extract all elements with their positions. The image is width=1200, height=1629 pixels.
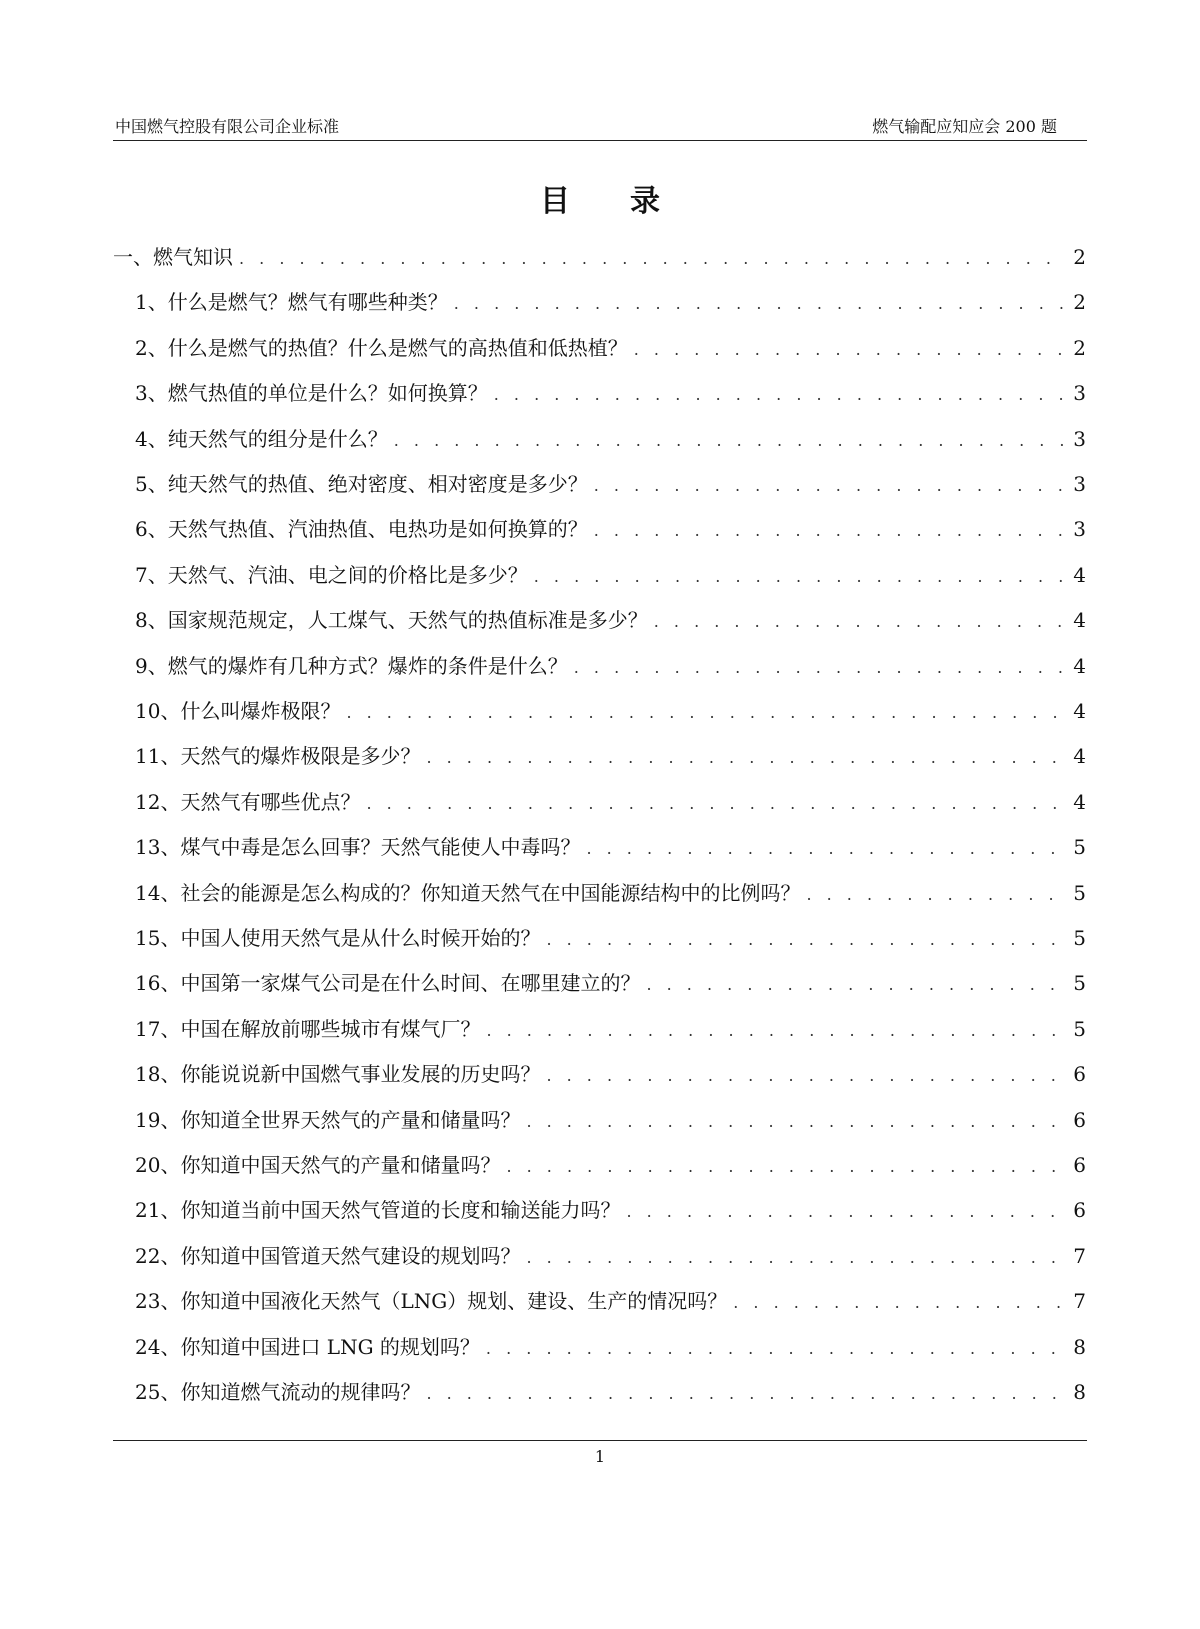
toc-entry-page: 7 [1073, 1289, 1086, 1314]
toc-entry-label: 3、燃气热值的单位是什么？如何换算？ [135, 381, 488, 406]
toc-entry-page: 2 [1073, 245, 1086, 269]
toc-entry[interactable] [113, 1014, 1086, 1044]
toc-entry[interactable] [113, 1059, 1086, 1089]
toc-entry[interactable] [113, 696, 1086, 726]
toc-dot-leader [626, 1197, 1066, 1227]
toc-entry-page: 4 [1073, 789, 1086, 814]
toc-entry[interactable] [113, 560, 1086, 590]
toc-entry-label: 10、什么叫爆炸极限？ [135, 699, 341, 723]
page-title: 目录 [540, 184, 720, 219]
toc-entry-label: 1、什么是燃气？燃气有哪些种类？ [135, 290, 448, 315]
toc-entry-page: 3 [1073, 517, 1086, 542]
toc-dot-leader [454, 289, 1066, 319]
toc-dot-leader [574, 653, 1066, 683]
toc-entry[interactable] [113, 787, 1086, 817]
toc-entry-label: 5、纯天然气的热值、绝对密度、相对密度是多少？ [135, 472, 588, 496]
toc-entry[interactable] [113, 1150, 1086, 1180]
toc-dot-leader [654, 607, 1066, 637]
toc-dot-leader [733, 1288, 1066, 1318]
toc-entry-page: 3 [1073, 381, 1086, 406]
toc-entry-page: 6 [1073, 1107, 1086, 1132]
toc-entry[interactable] [113, 923, 1086, 953]
toc-entry-page: 4 [1073, 744, 1086, 769]
toc-entry-label: 一、燃气知识 [113, 245, 233, 269]
toc-dot-leader [346, 698, 1066, 728]
toc-entry-page: 5 [1073, 971, 1086, 996]
toc-dot-leader [426, 743, 1066, 773]
toc-entry-label: 11、天然气的爆炸极限是多少？ [135, 744, 421, 769]
toc-entry-label: 9、燃气的爆炸有几种方式？爆炸的条件是什么？ [135, 653, 568, 678]
header-organization: 中国燃气控股有限公司企业标准 [115, 117, 340, 136]
toc-dot-leader [546, 925, 1066, 955]
toc-entry-label: 17、中国在解放前哪些城市有煤气厂？ [135, 1016, 481, 1041]
toc-entry[interactable] [113, 605, 1086, 635]
toc-entry[interactable] [113, 287, 1086, 317]
toc-dot-leader [506, 1152, 1066, 1182]
toc-entry-label: 14、社会的能源是怎么构成的？你知道天然气在中国能源结构中的比例吗？ [135, 880, 801, 905]
toc-entry-page: 2 [1073, 335, 1086, 360]
toc-entry[interactable] [113, 514, 1086, 544]
toc-entry[interactable] [113, 424, 1086, 454]
toc-entry-label: 20、你知道中国天然气的产量和储量吗？ [135, 1153, 501, 1177]
toc-entry-label: 12、天然气有哪些优点？ [135, 789, 361, 814]
toc-entry[interactable] [113, 1195, 1086, 1225]
toc-entry-page: 6 [1073, 1198, 1086, 1223]
toc-entry[interactable] [113, 878, 1086, 908]
toc-entry-page: 4 [1073, 562, 1086, 587]
toc-entry[interactable] [113, 1241, 1086, 1271]
toc-entry-label: 16、中国第一家煤气公司是在什么时间、在哪里建立的？ [135, 971, 641, 996]
toc-entry[interactable] [113, 1377, 1086, 1407]
toc-entry-label: 25、你知道燃气流动的规律吗？ [135, 1380, 421, 1404]
toc-dot-leader [494, 380, 1066, 410]
toc-dot-leader [486, 1334, 1066, 1364]
toc-entry-page: 4 [1073, 608, 1086, 633]
toc-entry[interactable] [113, 1286, 1086, 1316]
toc-entry[interactable] [113, 651, 1086, 681]
toc-entry-label: 23、你知道中国液化天然气（LNG）规划、建设、生产的情况吗？ [135, 1289, 728, 1314]
toc-entry[interactable] [113, 378, 1086, 408]
toc-entry-page: 8 [1073, 1380, 1086, 1404]
toc-entry-page: 8 [1073, 1334, 1086, 1359]
toc-entry-page: 4 [1073, 699, 1086, 723]
header-document-title: 燃气输配应知应会 200 题 [872, 117, 1057, 136]
toc-entry-label: 13、煤气中毒是怎么回事？天然气能使人中毒吗？ [135, 835, 581, 860]
toc-entry[interactable] [113, 968, 1086, 998]
toc-entry-page: 3 [1073, 472, 1086, 496]
toc-entry-page: 4 [1073, 653, 1086, 678]
toc-dot-leader [394, 426, 1066, 456]
toc-dot-leader [526, 1107, 1066, 1137]
toc-entry-label: 7、天然气、汽油、电之间的价格比是多少？ [135, 562, 528, 587]
toc-dot-leader [586, 834, 1066, 864]
toc-entry-label: 21、你知道当前中国天然气管道的长度和输送能力吗？ [135, 1198, 621, 1223]
toc-dot-leader [634, 335, 1066, 365]
toc-entry-page: 2 [1073, 290, 1086, 315]
toc-dot-leader [646, 970, 1066, 1000]
toc-dot-leader [426, 1379, 1066, 1409]
toc-dot-leader [366, 789, 1066, 819]
toc-entry-label: 15、中国人使用天然气是从什么时候开始的？ [135, 926, 541, 950]
toc-entry[interactable] [113, 469, 1086, 499]
toc-entry[interactable] [113, 741, 1086, 771]
toc-dot-leader [239, 244, 1066, 274]
footer-divider [113, 1440, 1087, 1441]
toc-entry-label: 8、国家规范规定，人工煤气、天然气的热值标准是多少？ [135, 608, 648, 633]
toc-entry-page: 6 [1073, 1062, 1086, 1087]
toc-entry-label: 4、纯天然气的组分是什么？ [135, 426, 388, 451]
toc-entry-label: 24、你知道中国进口 LNG 的规划吗？ [135, 1334, 480, 1359]
toc-dot-leader [534, 562, 1066, 592]
toc-entry-page: 7 [1073, 1243, 1086, 1268]
toc-entry-label: 6、天然气热值、汽油热值、电热功是如何换算的？ [135, 517, 588, 542]
toc-entry[interactable] [113, 832, 1086, 862]
toc-entry[interactable] [113, 333, 1086, 363]
toc-entry-label: 18、你能说说新中国燃气事业发展的历史吗？ [135, 1062, 541, 1087]
toc-entry-page: 6 [1073, 1153, 1086, 1177]
toc-entry-label: 19、你知道全世界天然气的产量和储量吗？ [135, 1107, 521, 1132]
toc-entry-label: 22、你知道中国管道天然气建设的规划吗？ [135, 1243, 521, 1268]
toc-entry-label: 2、什么是燃气的热值？什么是燃气的高热值和低热植？ [135, 335, 628, 360]
toc-entry-page: 3 [1073, 426, 1086, 451]
toc-dot-leader [806, 880, 1066, 910]
toc-entry-page: 5 [1073, 880, 1086, 905]
toc-entry[interactable] [113, 1332, 1086, 1362]
toc-entry-page: 5 [1073, 926, 1086, 950]
toc-entry-page: 5 [1073, 1016, 1086, 1041]
toc-entry[interactable] [113, 1105, 1086, 1135]
toc-dot-leader [526, 1243, 1066, 1273]
toc-dot-leader [486, 1016, 1066, 1046]
toc-entry[interactable] [113, 242, 1086, 272]
toc-entry-page: 5 [1073, 835, 1086, 860]
page-number: 1 [594, 1447, 606, 1466]
toc-dot-leader [594, 516, 1066, 546]
toc-dot-leader [594, 471, 1066, 501]
page-header [113, 112, 1087, 141]
toc-dot-leader [546, 1061, 1066, 1091]
